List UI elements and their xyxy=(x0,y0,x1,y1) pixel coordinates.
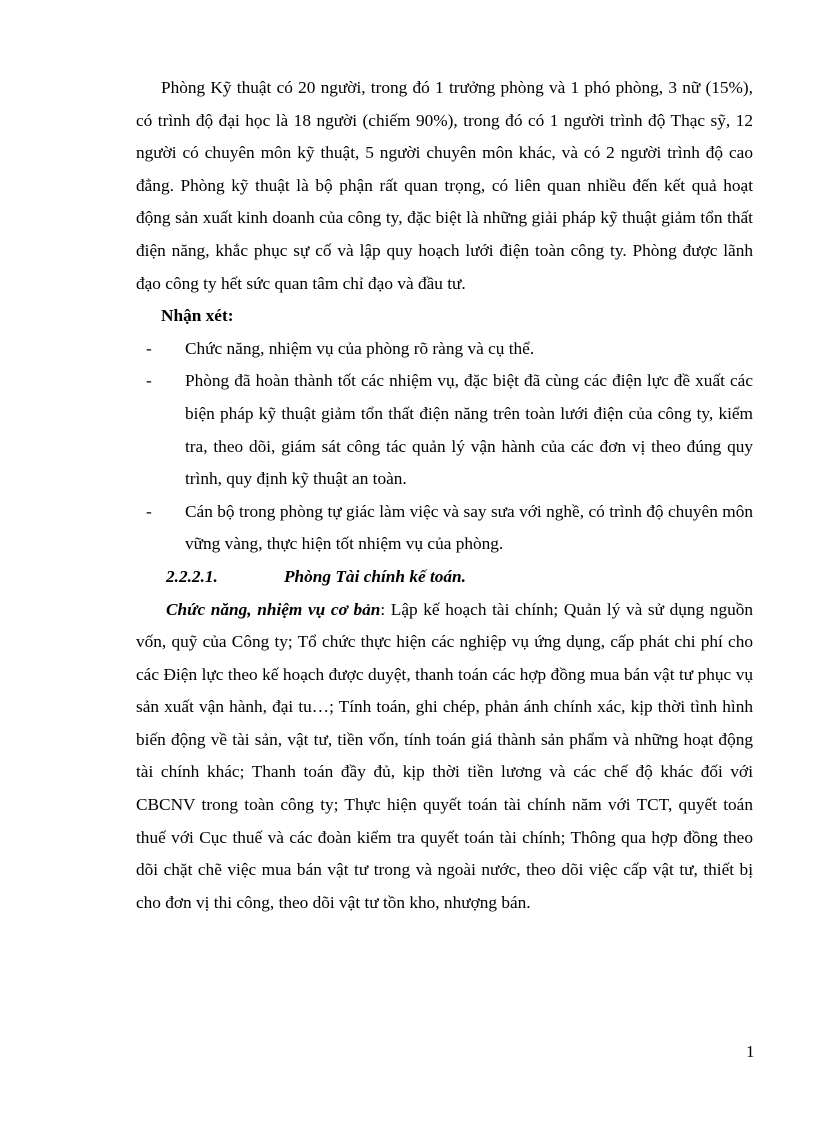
intro-paragraph: Phòng Kỹ thuật có 20 người, trong đó 1 trưởng phòng và 1 phó phòng, 3 nữ (15%), có trình độ đại học là 18 người (chiếm 90%), trong đó có 1 người trình độ Thạc sỹ, 12 người có chuyên môn kỹ thuật, 5 người chuyên môn khác, và có 2 người trình độ cao đẳng. Phòng kỹ thuật là bộ phận rất quan trọng, có liên quan nhiều đến kết quả hoạt động sản xuất kinh doanh của công ty, đặc biệt là những giải pháp kỹ thuật giảm tổn thất điện năng, khắc phục sự cố và lập quy hoạch lưới điện toàn công ty. Phòng được lãnh đạo công ty hết sức quan tâm chỉ đạo và đầu tư. xyxy=(136,78,753,293)
list-item-text: Phòng đã hoàn thành tốt các nhiệm vụ, đặc biệt đã cùng các điện lực đề xuất các biện pháp kỹ thuật giảm tổn thất điện năng trên toàn lưới điện của công ty, kiểm tra, theo dõi, giám sát công tác quản lý vận hành của các đơn vị theo đúng quy trình, quy định kỹ thuật an toàn. xyxy=(185,371,753,489)
remarks-heading: Nhận xét: xyxy=(161,306,234,326)
list-item-text: Chức năng, nhiệm vụ của phòng rõ ràng và cụ thể. xyxy=(185,338,535,358)
page-number: 1 xyxy=(746,1042,755,1061)
bullet-marker: - xyxy=(146,501,152,521)
list-item-text: Cán bộ trong phòng tự giác làm việc và say sưa với nghề, có trình độ chuyên môn vững vàng, thực hiện tốt nhiệm vụ của phòng. xyxy=(185,501,753,554)
list-item xyxy=(136,333,753,366)
section-body-text: : Lập kế hoạch tài chính; Quản lý và sử dụng nguồn vốn, quỹ của Công ty; Tổ chức thực hiện các nghiệp vụ ứng dụng, cấp phát chi phí cho các Điện lực theo kế hoạch được duyệt, thanh toán các hợp đồng mua bán vật tư phục vụ sản xuất vận hành, đại tu…; Tính toán, ghi chép, phản ánh chính xác, kịp thời tình hình biến động về tài sản, vật tư, tiền vốn, tính toán giá thành sản phẩm và những hoạt động tài chính khác; Thanh toán đầy đủ, kịp thời tiền lương và các chế độ khác đối với CBCNV trong toàn công ty; Thực hiện quyết toán tài chính năm với TCT, quyết toán thuế với Cục thuế và các đoàn kiểm tra quyết toán tài chính; Thông qua hợp đồng theo dõi chặt chẽ việc mua bán vật tư trong và ngoài nước, theo dõi việc cấp vật tư, thiết bị cho đơn vị thi công, theo dõi vật tư tồn kho, nhượng bán. xyxy=(136,599,754,912)
section-lead-label: Chức năng, nhiệm vụ cơ bản xyxy=(166,599,381,619)
bullet-marker: - xyxy=(146,338,152,358)
section-paragraph xyxy=(136,594,753,920)
bullet-marker: - xyxy=(146,371,152,391)
section-title: Phòng Tài chính kế toán. xyxy=(284,566,466,586)
section-heading xyxy=(166,561,753,594)
page-content xyxy=(136,72,753,919)
section-number: 2.2.2.1. xyxy=(166,566,218,586)
list-item xyxy=(136,365,753,495)
list-item xyxy=(136,496,753,561)
remarks-list xyxy=(136,333,753,561)
